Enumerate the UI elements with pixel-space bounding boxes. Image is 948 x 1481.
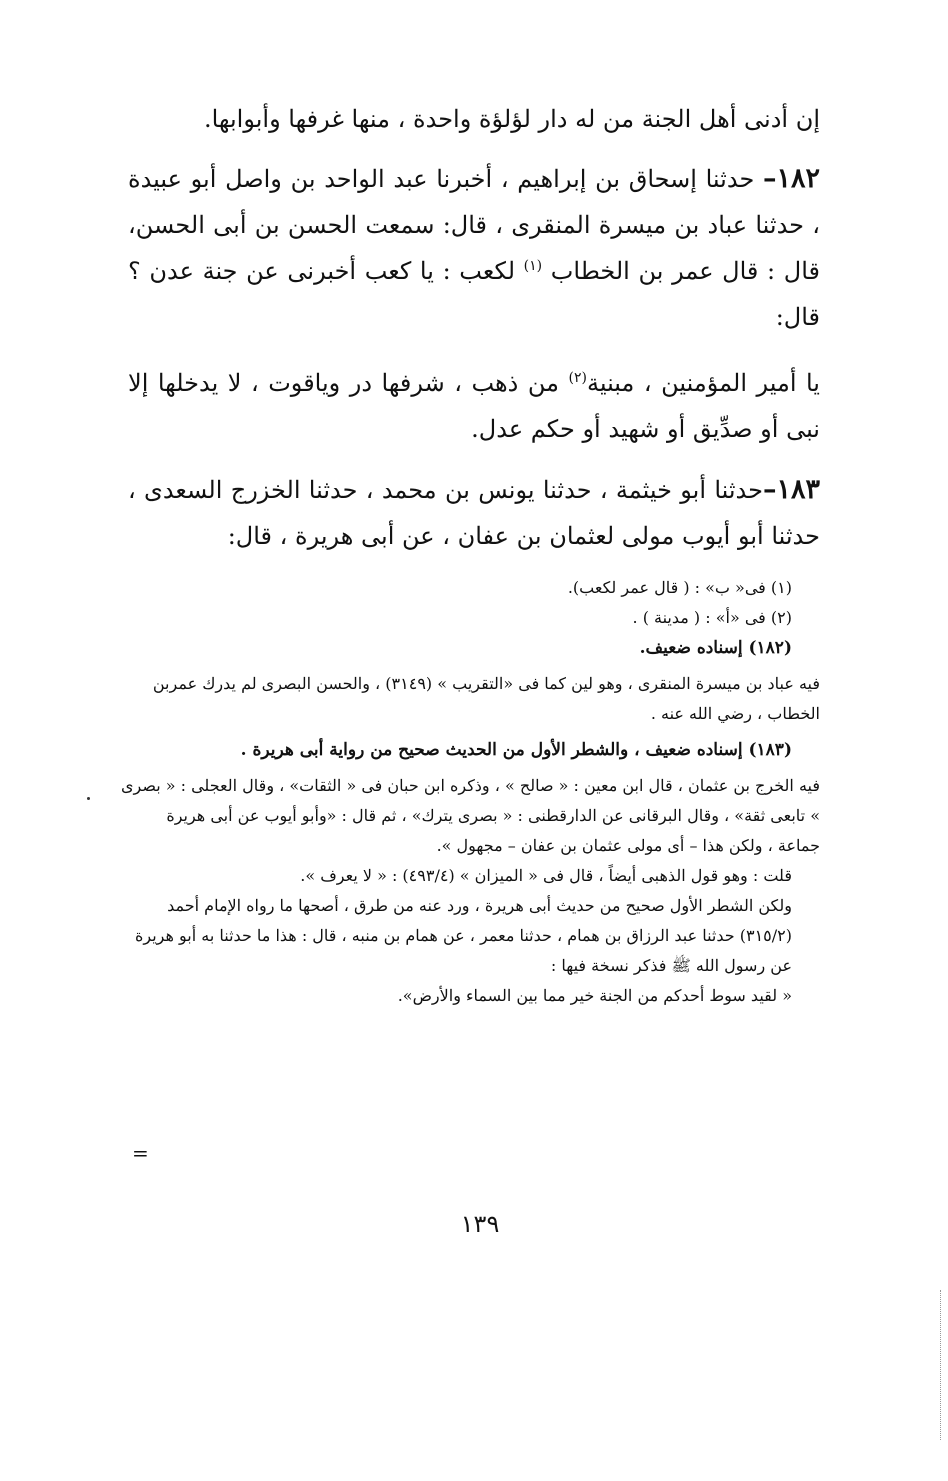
hadith-183-text [128,467,820,559]
hadith-182-answer [128,360,820,452]
footnotes-section [120,573,820,1011]
dhahabi-line: قلت : وهو قول الذهبى أيضاً ، قال فى « الميزان » (٤٩٣/٤) : « لا يعرف ». [300,866,792,885]
hadith-182-answer-end: من ذهب ، شرفها در وياقوت ، لا يدخلها إلا نبى أو صدِّيق أو شهيد أو حكم عدل. [128,369,820,443]
hadith-182-number: ١٨٢– [762,163,820,194]
footnote-2: (٢) فى «أ» : ( مدينة ) . [632,608,792,627]
footnote-1: (١) فى« ب» : ( قال عمر لكعب). [567,578,792,597]
hadith-183-paragraph [128,467,820,559]
intro-text: إن أدنى أهل الجنة من له دار لؤلؤة واحدة ، منها غرفها وأبوابها. [203,105,820,133]
quote-line: « لقيد سوط أحدكم من الجنة خير مما بين السماء والأرض». [397,986,792,1005]
footnote-ref-2: (٢) [568,370,587,386]
isnad-183-text: فيه الخرج بن عثمان ، قال ابن معين : « صالح » ، وذكره ابن حبان فى « الثقات» ، وقال العجلى : « بصرى » تابعى ثقة» ، وقال البرقانى عن الدارقطنى : « بصرى يترك» ، ثم قال : «وأبو أيوب عن أبى هريرة جماعة ، ولكن هذا – أى مولى عثمان بن عفان – مجهول ». [120,776,820,855]
footnote-ref-1: (١) [523,258,543,274]
continuation-mark: = [132,1141,149,1165]
hadith-183-isnad: حدثنا أبو خيثمة ، حدثنا يونس بن محمد ، حدثنا الخزرج السعدى ، حدثنا أبو أيوب مولى لعثمان بن عفان ، عن أبى هريرة ، قال: [128,476,820,550]
hadith-182-paragraph [128,156,820,340]
isnad-183-title: (١٨٣) إسناده ضعيف ، والشطر الأول من الحديث صحيح من رواية أبى هريرة . [240,740,792,760]
isnad-182-text: فيه عباد بن ميسرة المنقرى ، وهو لين كما فى «التقريب » (٣١٤٩) ، والحسن البصرى لم يدرك عمربن الخطاب ، رضي الله عنه . [152,674,820,723]
page-number: ١٣٩ [460,1210,500,1238]
hadith-182-isnad: حدثنا إسحاق بن إبراهيم ، أخبرنا عبد الواحد بن واصل أبو عبيدة ، حدثنا عباد بن ميسرة المنقرى ، قال: سمعت الحسن بن أبى الحسن، قال : قال عمر بن الخطاب [128,165,820,285]
hadith-182-text [128,156,820,340]
isnad-182-title: (١٨٢) إسناده ضعيف. [639,638,792,658]
hadith-183-number: ١٨٣– [762,474,820,505]
scan-speck [87,797,90,800]
hadith-182-answer-paragraph [128,360,820,452]
hadith-182-question: لكعب : يا كعب أخبرنى عن جنة عدن ؟ قال: [128,257,820,331]
scan-edge-line [940,1290,941,1440]
shatr-text: ولكن الشطر الأول صحيح من حديث أبى هريرة ، ورد عنه من طرق ، أصحها ما رواه الإمام أحمد (٣١٥/٢) حدثنا عبد الرزاق بن همام ، حدثنا معمر ، عن همام بن منبه ، قال : هذا ما حدثنا به أبو هريرة عن رسول الله ﷺ فذكر نسخة فيها : [135,896,792,975]
intro-paragraph [128,96,820,142]
hadith-182-answer-start: يا أمير المؤمنين ، مبنية [586,369,820,397]
